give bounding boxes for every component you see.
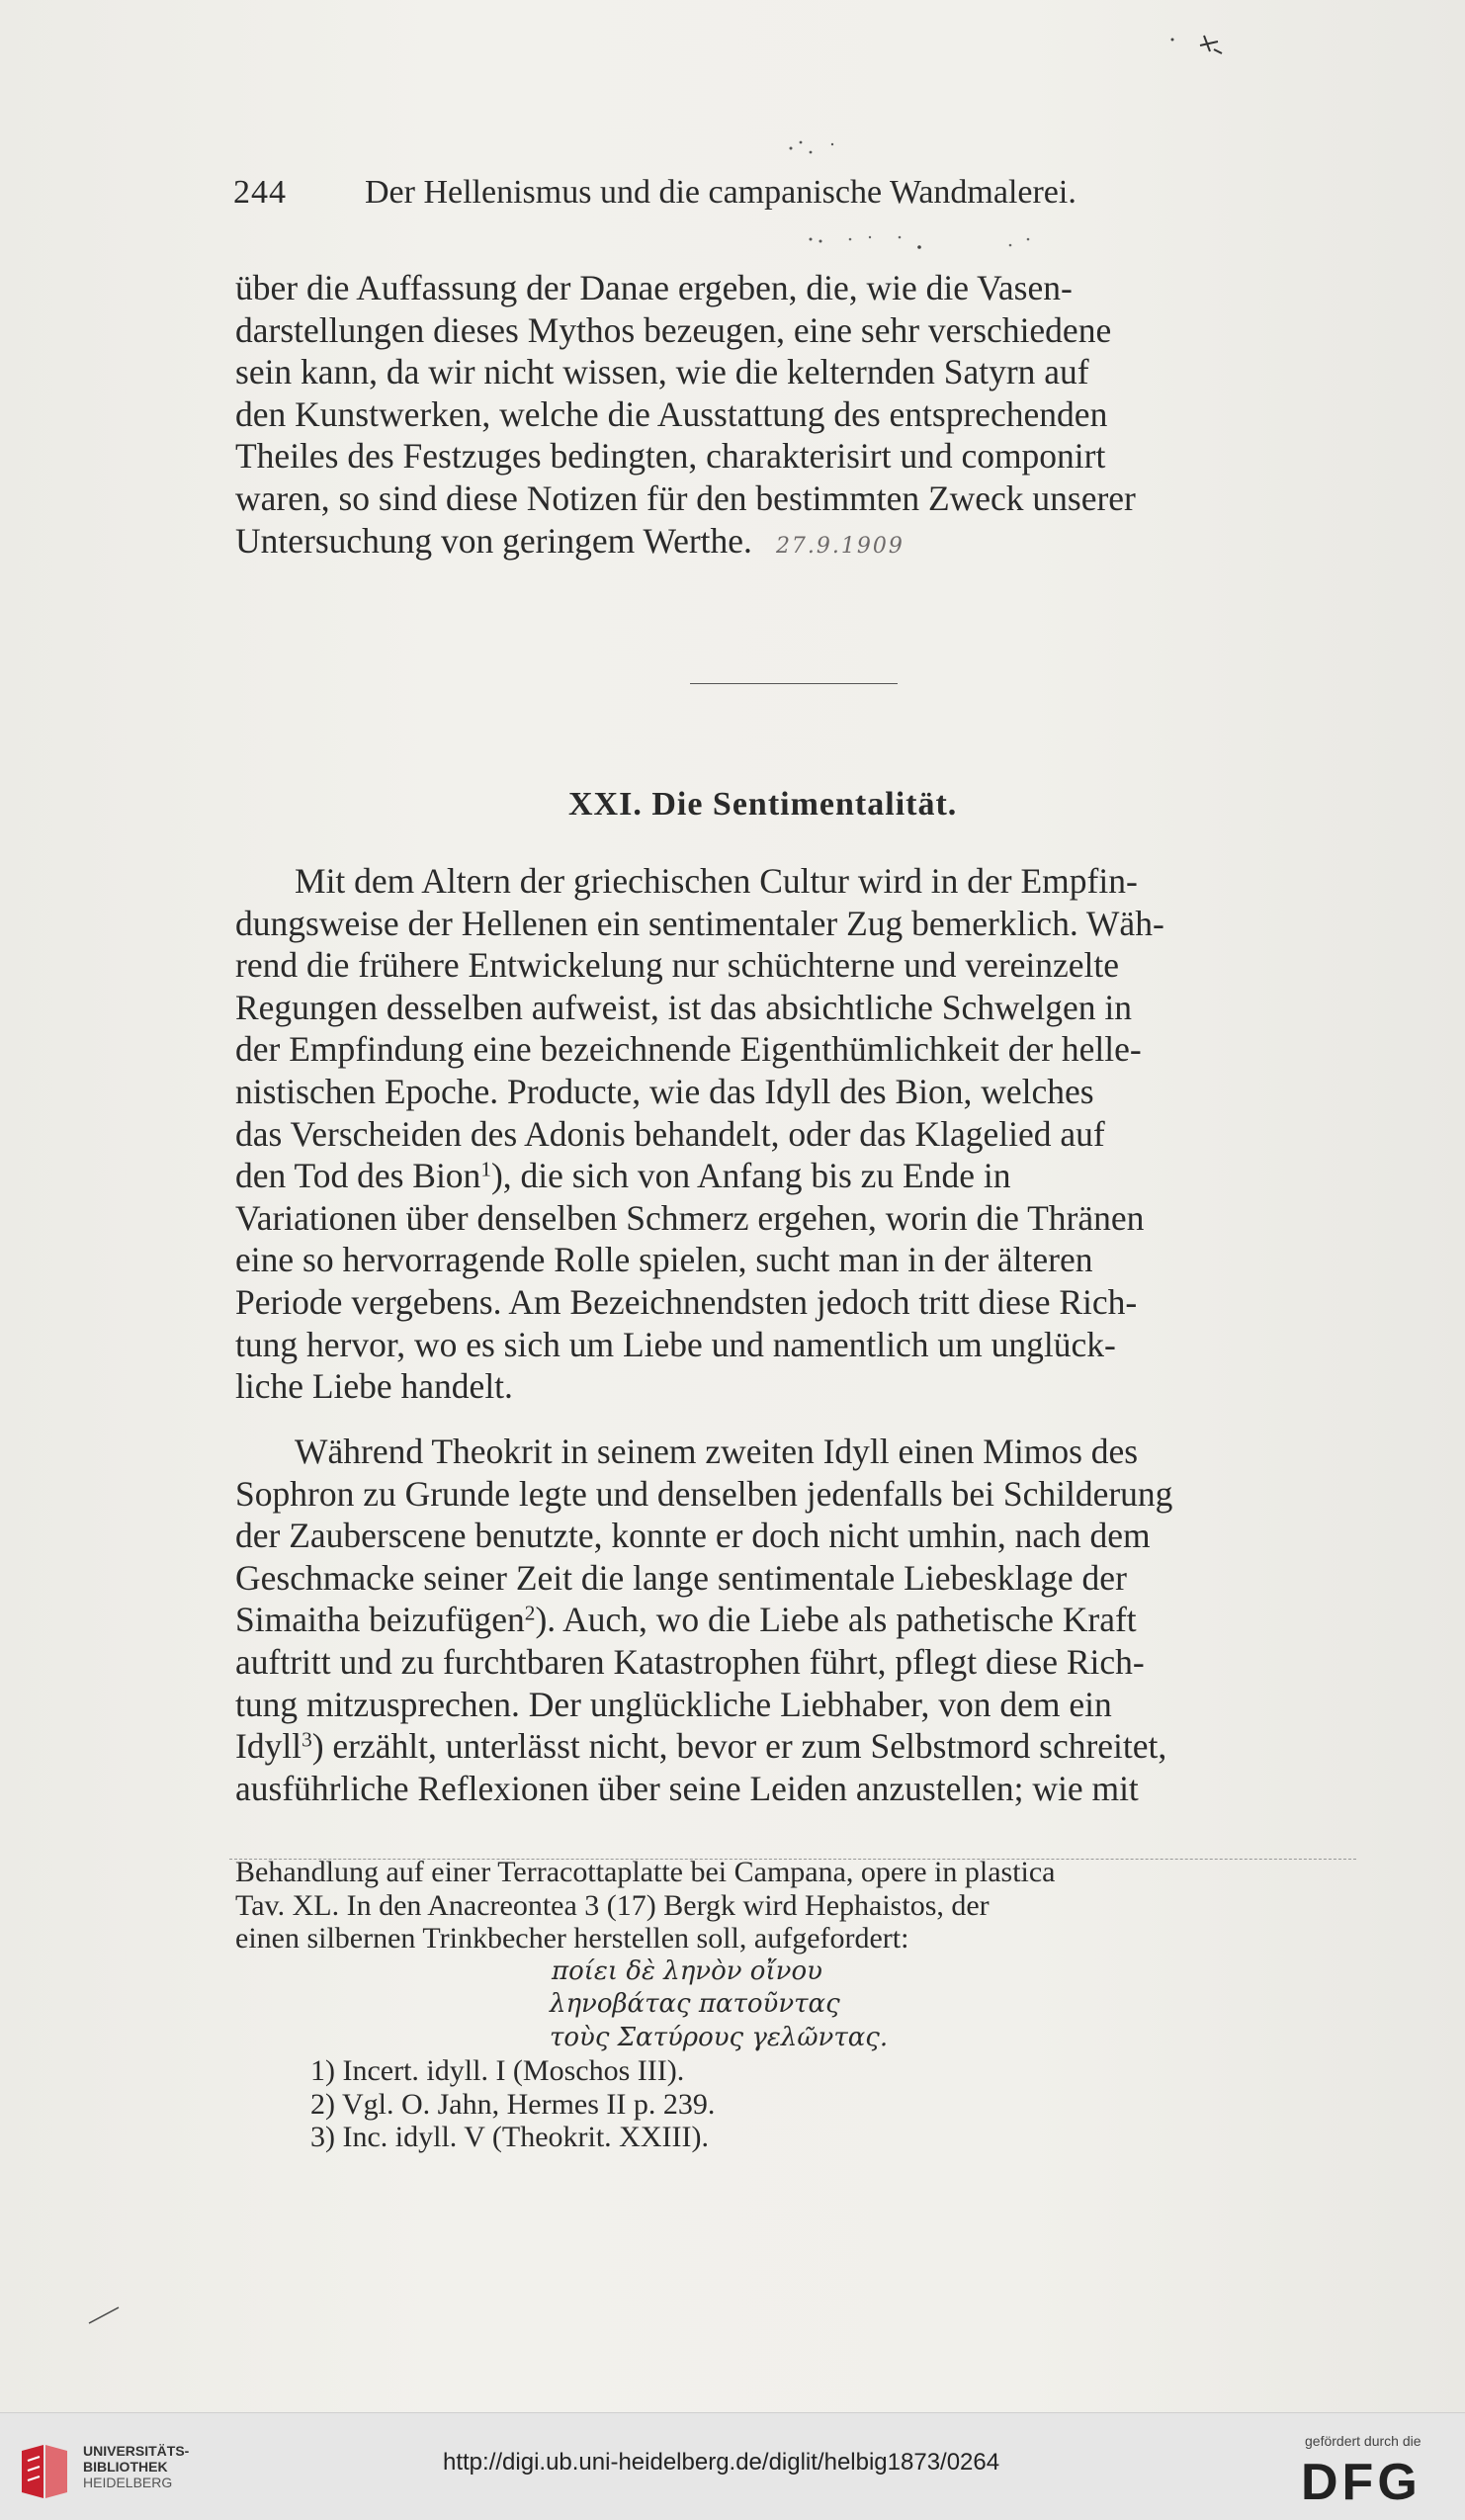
footnote-3: 3) Inc. idyll. V (Theokrit. XXIII). (310, 2121, 709, 2153)
footnote-block (235, 1856, 1344, 2154)
text-line: der Zauberscene benutzte, konnte er doch nicht umhin, nach dem (235, 1516, 1151, 1556)
text-line: tung hervor, wo es sich um Liebe und namentlich um unglück- (235, 1324, 1116, 1364)
text-line: der Empfindung eine bezeichnende Eigenthümlichkeit der helle- (235, 1029, 1142, 1070)
text-line: dungsweise der Hellenen ein sentimentaler Zug bemerklich. Wäh- (235, 903, 1164, 943)
text-line: darstellungen dieses Mythos bezeugen, eine sehr verschiedene (235, 309, 1112, 350)
text-fragment: ), die sich von Anfang bis zu Ende in (490, 1156, 1011, 1196)
library-name-line1: UNIVERSITÄTS- (83, 2443, 190, 2459)
scan-speck-mark (791, 219, 1117, 259)
footnote-ref-1: 1 (480, 1157, 491, 1181)
text-fragment: Simaitha beizufügen (235, 1600, 525, 1640)
dfg-logo[interactable]: DFG (1301, 2454, 1422, 2511)
text-fragment: ). Auch, wo die Liebe als pathetische Kraft (535, 1600, 1137, 1640)
scan-speck-mark (79, 2294, 138, 2333)
paragraph-theokrit (235, 1431, 1346, 1809)
permalink-url[interactable]: http://digi.ub.uni-heidelberg.de/diglit/helbig1873/0264 (443, 2449, 1000, 2476)
text-line: Sophron zu Grunde legte und denselben jedenfalls bei Schilderung (235, 1473, 1173, 1514)
running-title: Der Hellenismus und die campanische Wandmalerei. (365, 174, 1077, 211)
section-divider (690, 683, 898, 684)
scan-speck-mark (1166, 26, 1246, 65)
text-line (235, 520, 1346, 568)
text-line (235, 1725, 1346, 1768)
university-library-logo-icon (14, 2441, 71, 2502)
text-line: Geschmacke seiner Zeit die lange sentimentale Liebesklage der (235, 1557, 1127, 1598)
footnote-line: einen silbernen Trinkbecher herstellen soll, aufgefordert: (235, 1922, 909, 1955)
greek-verse-line: ποίει δὲ ληνὸν οἴνου (552, 1955, 822, 1986)
text-fragment: den Tod des Bion (235, 1156, 481, 1196)
text-line: das Verscheiden des Adonis behandelt, oder das Klagelied auf (235, 1113, 1105, 1154)
footnote-1: 1) Incert. idyll. I (Moschos III). (310, 2054, 685, 2087)
text-line: tung mitzusprechen. Der unglückliche Liebhaber, von dem ein (235, 1684, 1112, 1724)
footnote-2: 2) Vgl. O. Jahn, Hermes II p. 239. (310, 2087, 716, 2121)
paragraph-sentimentality (235, 860, 1346, 1408)
text-line: sein kann, da wir nicht wissen, wie die kelternden Satyrn auf (235, 352, 1089, 392)
text-line: eine so hervorragende Rolle spielen, sucht man in der älteren (235, 1240, 1093, 1280)
footnote-ref-2: 2 (524, 1601, 536, 1625)
text-line: Variationen über denselben Schmerz ergehen, worin die Thränen (235, 1197, 1145, 1238)
greek-verse-line: τοὺς Σατύρους γελῶντας. (550, 2022, 889, 2052)
paragraph-continued (235, 267, 1346, 567)
text-fragment: ) erzählt, unterlässt nicht, bevor er zum Selbstmord schreitet, (311, 1726, 1167, 1767)
text-line: liche Liebe handelt. (235, 1366, 513, 1407)
text-line (235, 1599, 1346, 1641)
text-line-content: Untersuchung von geringem Werthe. (235, 520, 752, 561)
text-line: rend die frühere Entwickelung nur schüchterne und vereinzelte (235, 945, 1120, 986)
footnote-line: Behandlung auf einer Terracottaplatte bei Campana, opere in plastica (235, 1856, 1056, 1888)
library-name[interactable] (83, 2443, 189, 2490)
text-fragment: Idyll (235, 1726, 302, 1767)
library-name-line3: HEIDELBERG (83, 2475, 173, 2490)
greek-verse-line: ληνοβάτας πατοῦντας (550, 1989, 840, 2019)
text-line: Mit dem Altern der griechischen Cultur wird in der Empfin- (295, 861, 1138, 901)
text-line: ausführliche Reflexionen über seine Leiden anzustellen; wie mit (235, 1768, 1139, 1808)
text-line: auftritt und zu furchtbaren Katastrophen führt, pflegt diese Rich- (235, 1641, 1145, 1682)
funding-note: gefördert durch die (1305, 2433, 1422, 2449)
handwritten-annotation: 27.9.1909 (775, 533, 905, 559)
text-line: nistischen Epoche. Producte, wie das Idyll des Bion, welches (235, 1071, 1094, 1111)
text-line: den Kunstwerken, welche die Ausstattung des entsprechenden (235, 393, 1108, 434)
text-line: Periode vergebens. Am Bezeichnendsten jedoch tritt diese Rich- (235, 1281, 1138, 1322)
text-line: über die Auffassung der Danae ergeben, die, wie die Vasen- (235, 268, 1073, 307)
text-line: waren, so sind diese Notizen für den bestimmten Zweck unserer (235, 478, 1136, 518)
text-line (235, 1155, 1346, 1197)
text-line: Regungen desselben aufweist, ist das absichtliche Schwelgen in (235, 987, 1133, 1027)
library-name-line2: BIBLIOTHEK (83, 2459, 168, 2475)
footnote-ref-3: 3 (302, 1727, 312, 1752)
text-line: Theiles des Festzuges bedingten, charakterisirt und componirt (235, 436, 1106, 477)
footer-bar (0, 2412, 1465, 2520)
text-line: Während Theokrit in seinem zweiten Idyll einen Mimos des (295, 1432, 1139, 1471)
section-title: XXI. Die Sentimentalität. (568, 786, 958, 823)
running-header (233, 171, 1222, 215)
footnote-line: Tav. XL. In den Anacreontea 3 (17) Bergk wird Hephaistos, der (235, 1888, 990, 1922)
scan-speck-mark (771, 119, 860, 168)
page-number: 244 (233, 174, 287, 211)
